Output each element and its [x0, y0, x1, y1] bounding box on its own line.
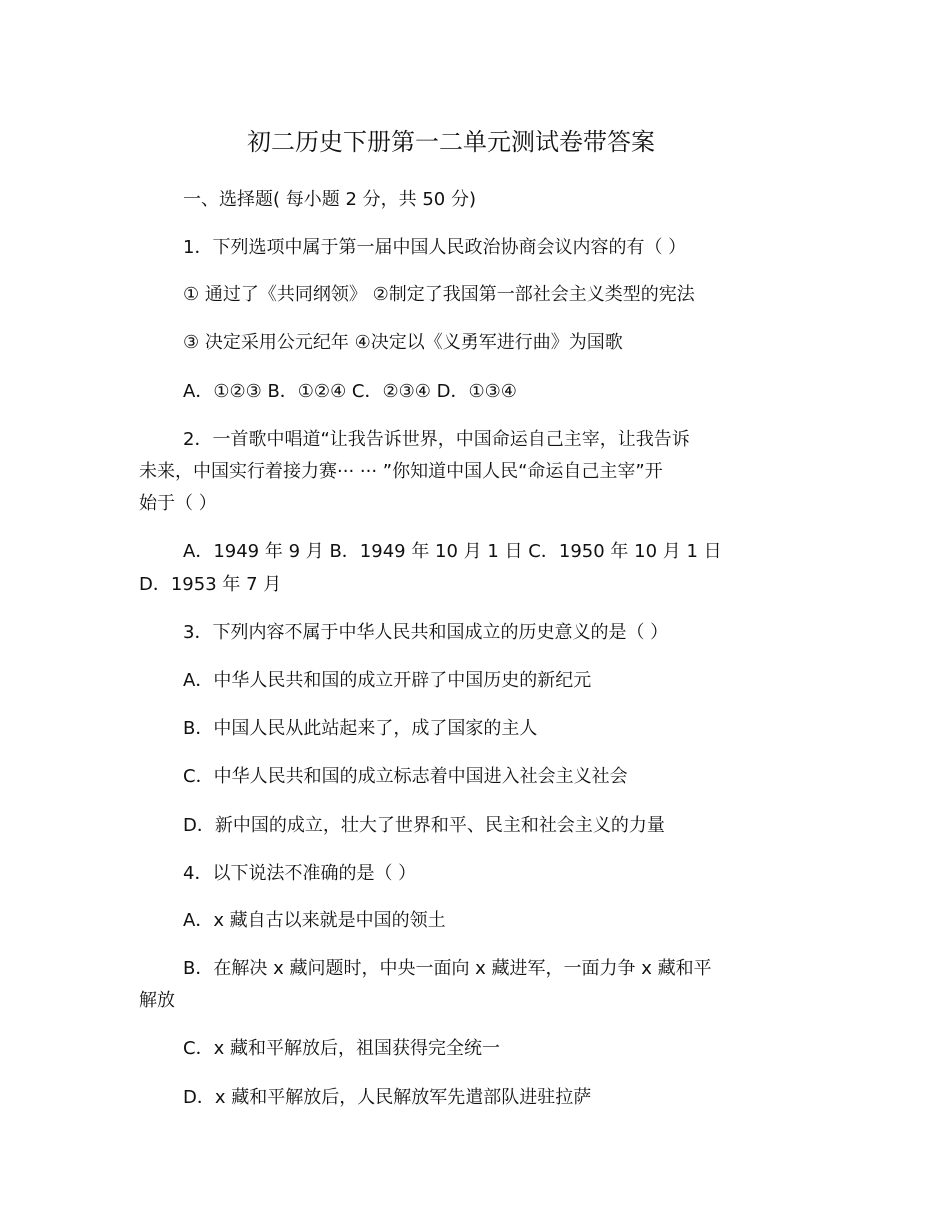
question-2-stem: 始于（ ）: [139, 493, 217, 514]
question-2-stem: 2．一首歌中唱道“让我告诉世界，中国命运自己主宰，让我告诉: [183, 429, 690, 450]
question-1-stem: 1．下列选项中属于第一届中国人民政治协商会议内容的有（ ）: [183, 237, 687, 258]
question-2-options: D．1953 年 7 月: [139, 574, 282, 595]
question-1-statement: ③ 决定采用公元纪年 ④决定以《义勇军进行曲》为国歌: [183, 332, 623, 353]
question-4-option: C．x 藏和平解放后，祖国获得完全统一: [183, 1038, 500, 1059]
question-2-stem: 未来，中国实行着接力赛··· ··· ”你知道中国人民“命运自己主宰”开: [139, 461, 663, 482]
question-4-option: 解放: [139, 990, 175, 1011]
document-title: 初二历史下册第一二单元测试卷带答案: [247, 128, 655, 156]
question-4-stem: 4．以下说法不准确的是（ ）: [183, 863, 417, 884]
question-4-option: B．在解决 x 藏问题时，中央一面向 x 藏进军，一面力争 x 藏和平: [183, 958, 712, 979]
section-heading: 一、选择题( 每小题 2 分，共 50 分): [183, 189, 477, 210]
question-3-option: C．中华人民共和国的成立标志着中国进入社会主义社会: [183, 766, 628, 787]
question-1-options: A．①②③ B．①②④ C．②③④ D．①③④: [183, 381, 517, 402]
question-3-option: A．中华人民共和国的成立开辟了中国历史的新纪元: [183, 670, 592, 691]
question-4-option: A．x 藏自古以来就是中国的领土: [183, 910, 446, 931]
question-1-statement: ① 通过了《共同纲领》 ②制定了我国第一部社会主义类型的宪法: [183, 284, 695, 305]
question-4-option: D．x 藏和平解放后，人民解放军先遣部队进驻拉萨: [183, 1087, 592, 1108]
question-3-option: D．新中国的成立，壮大了世界和平、民主和社会主义的力量: [183, 815, 665, 836]
question-3-stem: 3．下列内容不属于中华人民共和国成立的历史意义的是（ ）: [183, 622, 669, 643]
question-2-options: A．1949 年 9 月 B．1949 年 10 月 1 日 C．1950 年 10 月 1 日: [183, 541, 722, 562]
question-3-option: B．中国人民从此站起来了，成了国家的主人: [183, 718, 538, 739]
